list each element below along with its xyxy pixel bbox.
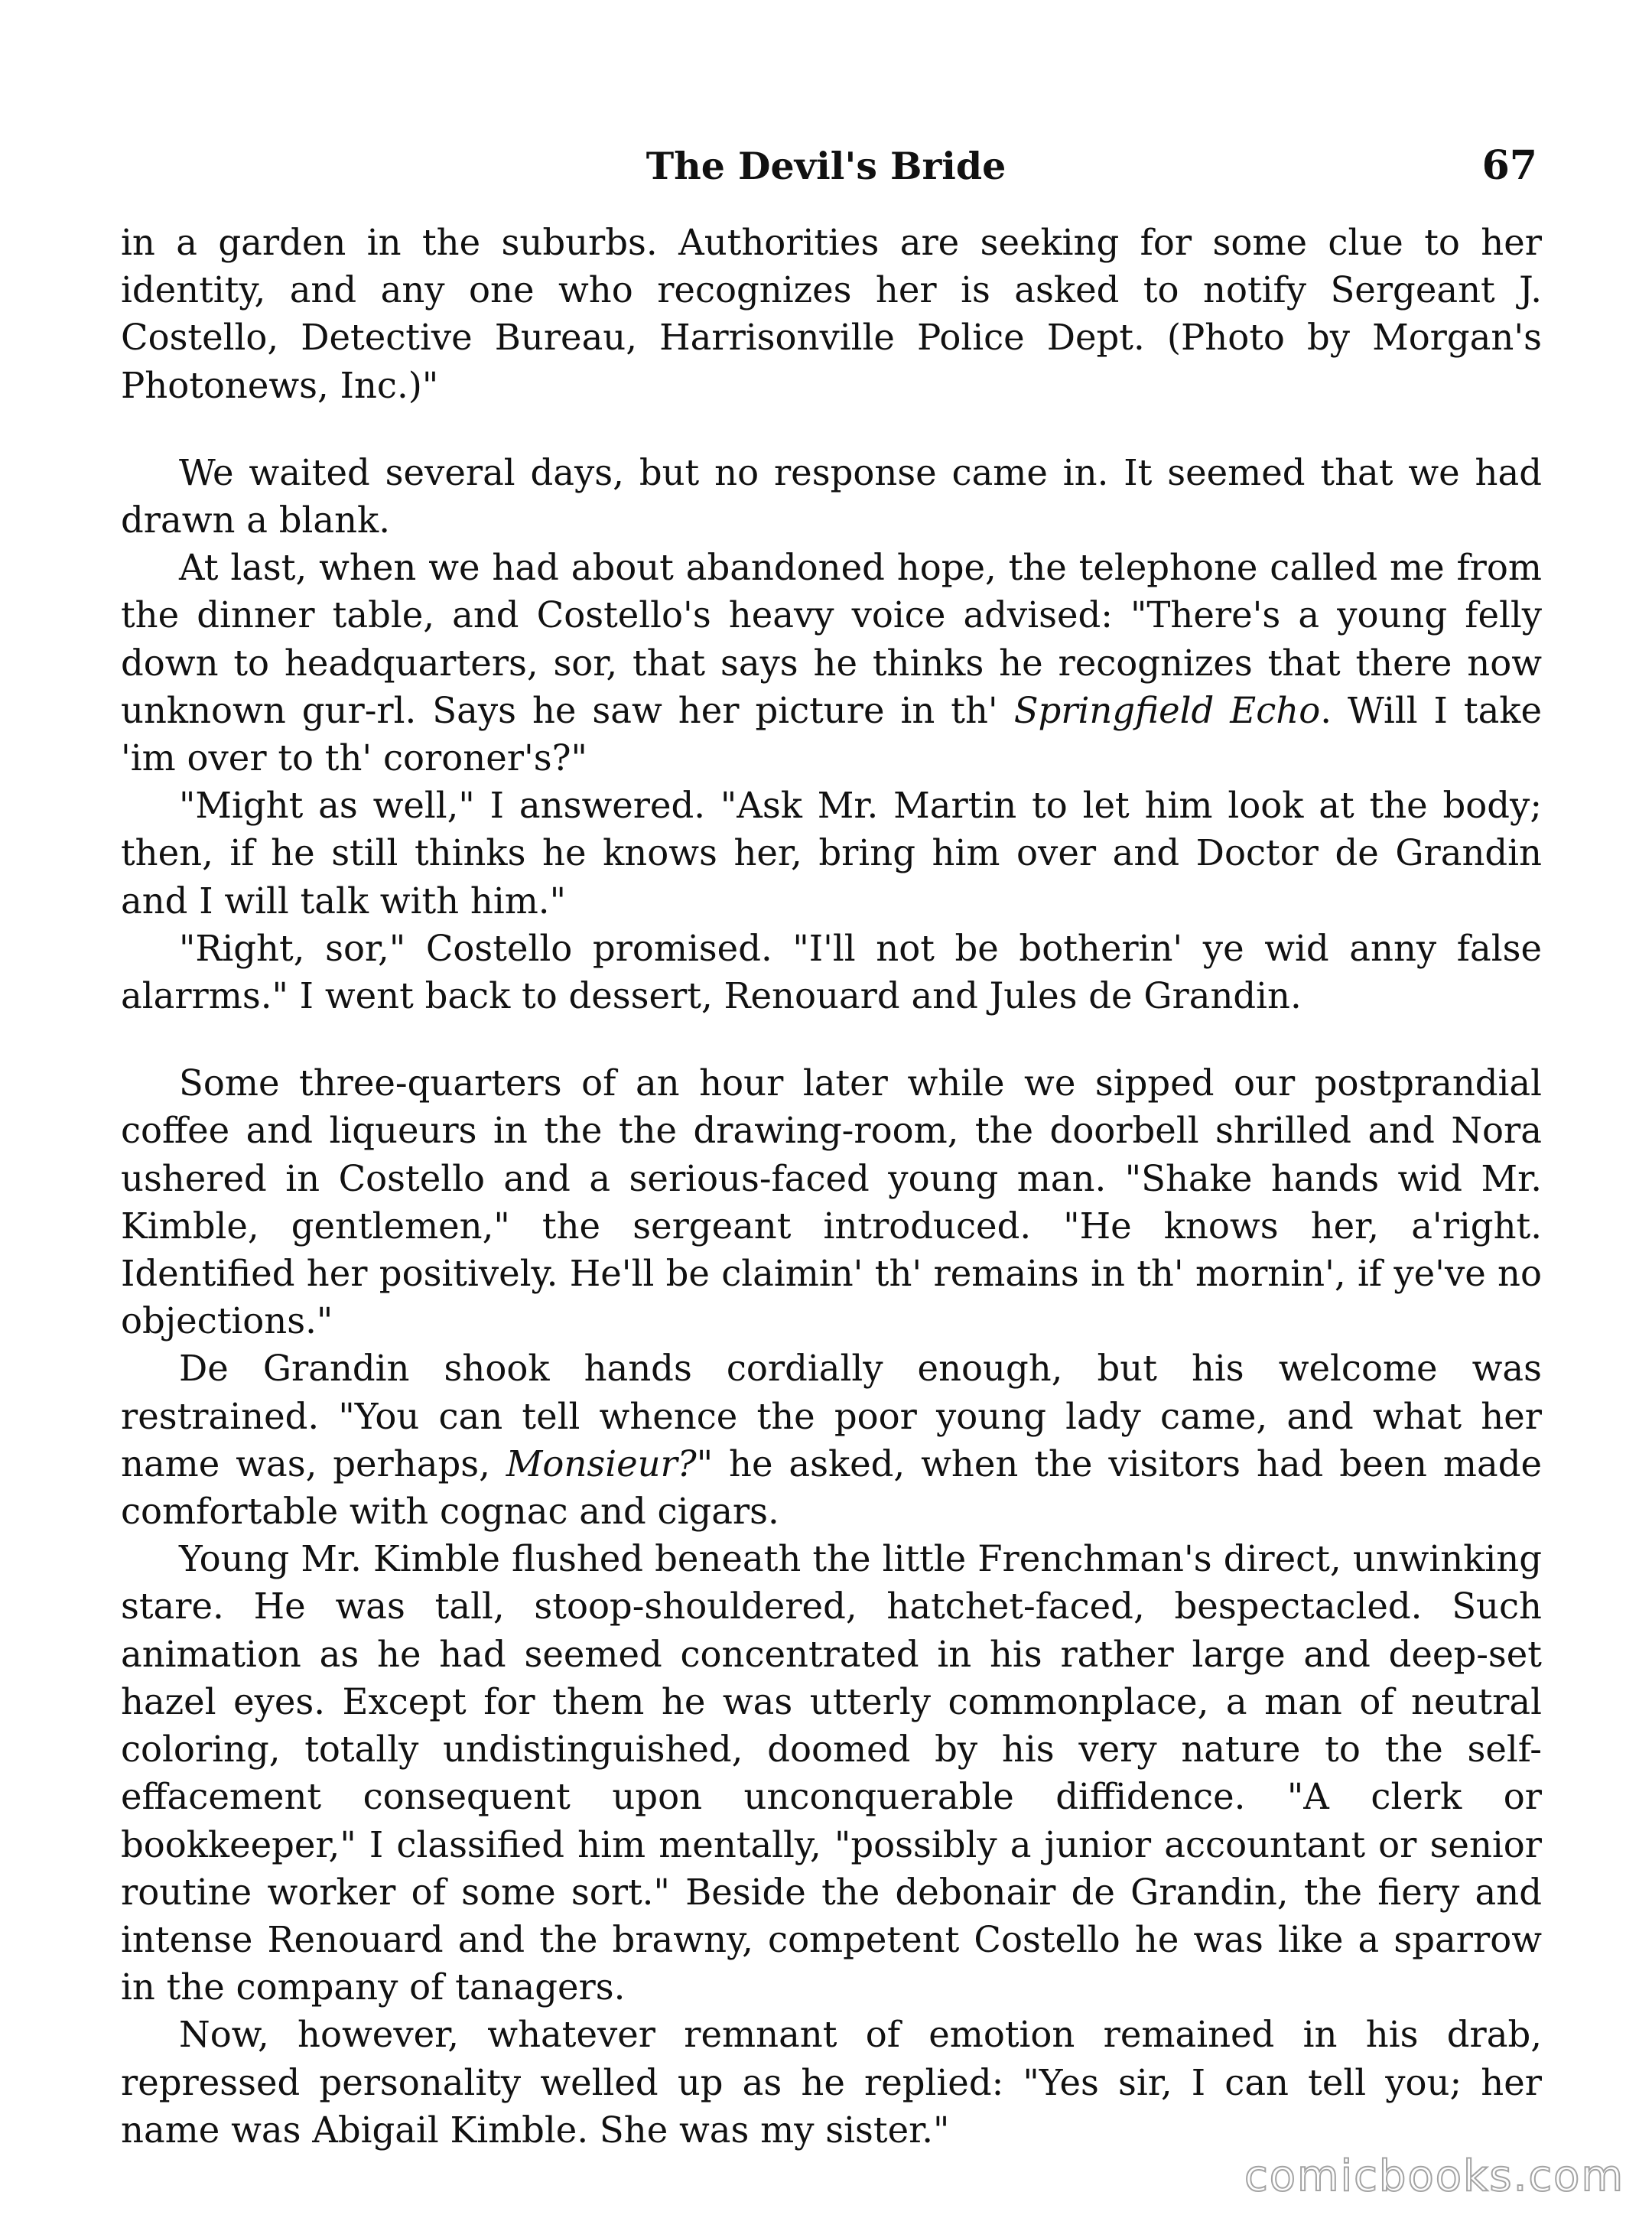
text-run: De Grandin shook hands cordially enough, but his welcome was restrained. "You can tell whence the poor young lady came, and what her name was, perhaps, xyxy=(121,1348,1542,1485)
text-run: At last, when we had about abandoned hope, the telephone called me from the dinner table, and Costello's heavy voice advised: "There's a young felly down to headquarters, sor, that says he thinks he recognizes that there now unknown gur-rl. Says he saw her picture in th' xyxy=(121,547,1542,731)
text-run: . Will I take 'im over to th' coroner's?" xyxy=(121,689,1543,779)
text-run: "Might as well," I answered. "Ask Mr. Martin to let him look at the body; then, if he still thinks he knows her, bring him over and Doctor de Grandin and I will talk with him." xyxy=(121,785,1542,922)
paragraph xyxy=(121,782,1542,925)
running-head xyxy=(0,144,1652,197)
paragraph xyxy=(121,1345,1542,1535)
paragraph xyxy=(121,544,1542,782)
paragraph xyxy=(121,1535,1542,2011)
text-run: "Right, sor," Costello promised. "I'll not be botherin' ye wid anny false alarrms." I went back to dessert, Renouard and Jules de Grandin. xyxy=(121,927,1542,1017)
paragraph xyxy=(121,1059,1542,1345)
text-run: " he asked, when the visitors had been made comfortable with cognac and cigars. xyxy=(121,1442,1542,1533)
text-run: Young Mr. Kimble flushed beneath the little Frenchman's direct, unwinking stare. He was tall, stoop-shouldered, hatchet-faced, bespectacled. Such animation as he had seemed concentrated in his rather large and deep-set hazel eyes. Except for them he was utterly commonplace, a man of neutral coloring, totally undistinguished, doomed by his very nature to the self-effacement consequent upon unconquerable diffidence. "A clerk or bookkeeper," I classified him mentally, "possibly a junior accountant or senior routine worker of some sort." Beside the debonair de Grandin, the fiery and intense Renouard and the brawny, competent Costello he was like a sparrow in the company of tanagers. xyxy=(121,1538,1542,2008)
paragraph xyxy=(121,925,1542,1020)
text-run: Some three-quarters of an hour later while we sipped our postprandial coffee and liqueurs in the the drawing-room, the doorbell shrilled and Nora ushered in Costello and a serious-faced young man. "Shake hands wid Mr. Kimble, gentlemen," the sergeant introduced. "He knows her, a'right. Identified her positively. He'll be claimin' th' remains in th' mornin', if ye've no objections." xyxy=(121,1062,1542,1342)
paragraph xyxy=(121,449,1542,544)
watermark-logo: comicbooks.com xyxy=(1244,2151,1624,2201)
text-run: Now, however, whatever remnant of emotion remained in his drab, repressed personality welled up as he replied: "Yes sir, I can tell you; her name was Abigail Kimble. She was my sister." xyxy=(121,2014,1542,2151)
italic-text: Monsieur? xyxy=(506,1442,697,1485)
italic-text: Springfield Echo xyxy=(1013,689,1321,731)
running-title: The Devil's Bride xyxy=(646,144,1006,188)
page-number: 67 xyxy=(1481,142,1537,189)
text-run: We waited several days, but no response came in. It seemed that we had drawn a blank. xyxy=(121,451,1542,541)
text-run: in a garden in the suburbs. Authorities are seeking for some clue to her identity, and any one who recognizes her is asked to notify Sergeant J. Costello, Detective Bureau, Harrisonville Police Dept. (Photo by Morgan's Photonews, Inc.)" xyxy=(121,222,1542,406)
body-text xyxy=(121,219,1542,2154)
paragraph xyxy=(121,219,1542,409)
paragraph xyxy=(121,2011,1542,2154)
